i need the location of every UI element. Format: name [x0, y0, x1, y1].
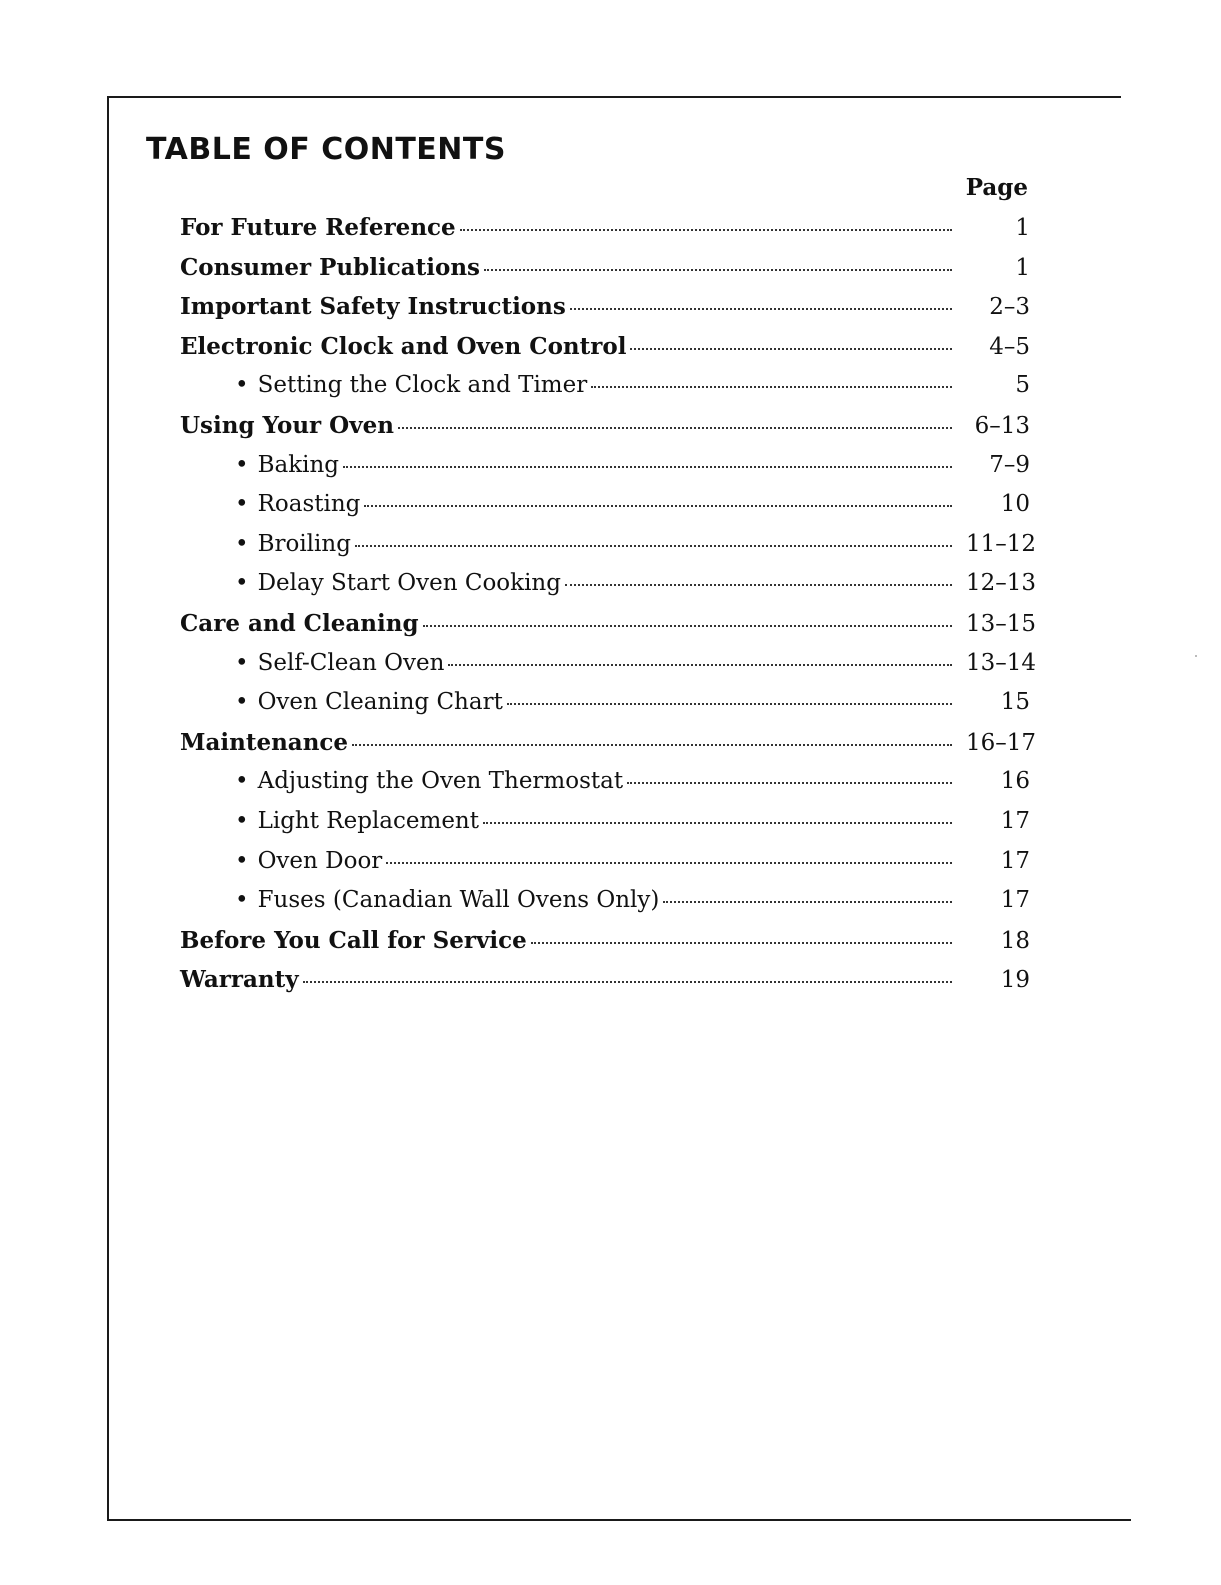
toc-entry-title: Warranty: [180, 966, 299, 994]
dot-leader: [448, 664, 952, 666]
toc-entry-title: Important Safety Instructions: [180, 293, 566, 321]
toc-entry[interactable]: [180, 609, 1037, 650]
toc-entry-page: 16: [1000, 768, 1030, 795]
dot-leader: [398, 427, 952, 429]
toc-subentry[interactable]: [180, 491, 1030, 531]
toc-entry-title: • Delay Start Oven Cooking: [235, 570, 561, 596]
toc-entry-page: 15: [1000, 689, 1030, 716]
dot-leader: [386, 862, 952, 864]
toc-entry-page: 12–13: [966, 570, 1037, 597]
toc-entry-page: 17: [1000, 847, 1030, 874]
toc-entry-title: • Oven Cleaning Chart: [235, 689, 503, 715]
top-border-rule: [107, 96, 1121, 98]
dot-leader: [355, 545, 952, 547]
toc-entry-page: 13–14: [966, 649, 1037, 676]
toc-entry-page: 6–13: [974, 412, 1030, 439]
toc-entry-page: 18: [1000, 927, 1030, 954]
toc-entry-title: • Self-Clean Oven: [235, 650, 444, 676]
toc-entry-page: 4–5: [989, 333, 1030, 360]
toc-entry-title: • Fuses (Canadian Wall Ovens Only): [235, 887, 659, 913]
toc-entry-title: Before You Call for Service: [180, 926, 527, 954]
toc-entry-page: 17: [1000, 807, 1030, 834]
dot-leader: [627, 782, 952, 784]
toc-subentry[interactable]: [180, 848, 1030, 888]
toc-subentry[interactable]: [180, 530, 1037, 571]
dot-leader: [531, 942, 952, 944]
toc-entry-page: 5: [1015, 372, 1030, 399]
toc-entry[interactable]: [180, 293, 1030, 333]
toc-entry-title: Consumer Publications: [180, 253, 480, 281]
left-border-rule: [107, 96, 109, 1521]
page-column-label: Page: [965, 174, 1028, 201]
toc-entry-page: 10: [1000, 491, 1030, 518]
toc-entry-page: 7–9: [989, 451, 1030, 478]
toc-entry[interactable]: [180, 333, 1030, 373]
toc-entry[interactable]: [180, 966, 1030, 1006]
dot-leader: [483, 822, 952, 824]
page-title: TABLE OF CONTENTS: [146, 132, 506, 167]
dot-leader: [460, 229, 952, 231]
toc-entry[interactable]: [180, 412, 1030, 452]
dot-leader: [630, 348, 952, 350]
toc-entry-title: For Future Reference: [180, 214, 456, 241]
toc-subentry[interactable]: [180, 570, 1037, 610]
toc-entry-page: 19: [1000, 967, 1030, 994]
dot-leader: [507, 703, 952, 705]
toc-subentry[interactable]: [180, 649, 1037, 690]
toc-entry-page: 2–3: [989, 294, 1030, 321]
toc-entry[interactable]: [180, 728, 1037, 769]
dot-leader: [663, 901, 952, 903]
toc-entry[interactable]: [180, 214, 1030, 254]
toc-entry-title: Maintenance: [180, 728, 349, 756]
bottom-border-rule: [107, 1519, 1131, 1521]
toc-entry-title: • Setting the Clock and Timer: [235, 372, 587, 398]
toc-subentry[interactable]: [180, 887, 1030, 927]
dot-leader: [343, 466, 952, 468]
dot-leader: [364, 505, 952, 507]
toc-entry-page: 16–17: [966, 729, 1037, 756]
toc-entry-page: 17: [1000, 887, 1030, 914]
dot-leader: [484, 269, 952, 271]
toc-entry-page: 1: [1015, 254, 1030, 281]
dot-leader: [591, 386, 952, 388]
toc-entry-title: Using Your Oven: [180, 411, 394, 439]
toc-subentry[interactable]: [180, 808, 1030, 848]
toc-subentry[interactable]: [180, 689, 1030, 729]
dot-leader: [352, 744, 952, 746]
dot-leader: [303, 981, 952, 983]
toc-entry-title: • Broiling: [235, 531, 351, 557]
toc-entry-title: • Roasting: [235, 491, 360, 517]
toc-subentry[interactable]: [180, 372, 1030, 412]
toc-entry-page: 11–12: [966, 530, 1037, 557]
toc-entry-title: • Baking: [235, 452, 339, 478]
dot-leader: [565, 584, 952, 586]
toc-entry[interactable]: [180, 254, 1030, 294]
toc-entry-title: • Light Replacement: [235, 808, 479, 834]
dot-leader: [423, 625, 952, 627]
table-of-contents-list: [180, 214, 1037, 1006]
toc-entry-title: • Oven Door: [235, 848, 382, 874]
toc-entry-title: Care and Cleaning: [180, 609, 419, 637]
toc-entry-title: Electronic Clock and Oven Control: [180, 332, 627, 360]
toc-entry-page: 13–15: [966, 610, 1037, 637]
toc-subentry[interactable]: [180, 452, 1030, 492]
toc-subentry[interactable]: [180, 768, 1030, 808]
scan-speck: [1195, 655, 1197, 657]
toc-entry[interactable]: [180, 927, 1030, 967]
dot-leader: [570, 308, 952, 310]
toc-entry-title: • Adjusting the Oven Thermostat: [235, 768, 623, 794]
toc-entry-page: 1: [1015, 215, 1030, 241]
